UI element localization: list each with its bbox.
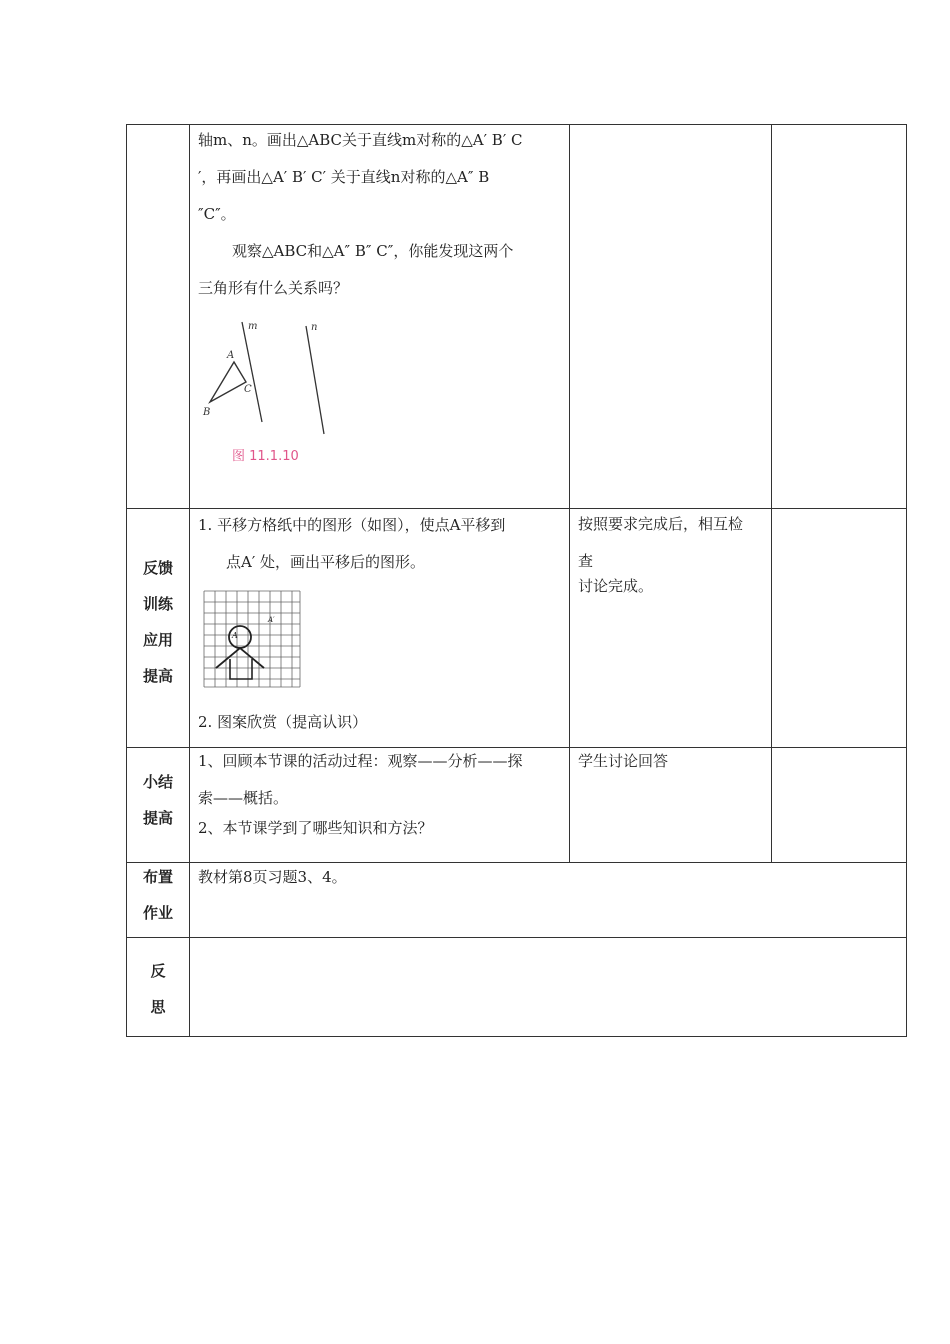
triangle-abc [210,362,246,402]
row3-student [578,743,768,780]
column-divider [771,124,772,863]
label-a: A [227,350,235,361]
row2-item2-text: 2. 图案欣赏（提高认识） [198,713,368,731]
row2-label-line: 反馈 [142,559,173,577]
grid-body [230,659,252,679]
figure-caption: 图 11.1.10 [232,449,299,464]
label-b: B [203,407,211,418]
reflection-figure [198,318,338,468]
row2-label [127,550,189,694]
row2-student [578,506,768,598]
row4-label [127,859,189,931]
row5-label-line: 反 [150,962,166,980]
label-n: n [311,322,318,333]
line-n [306,326,324,434]
homework-text: 教材第8页习题3、4。 [198,868,347,886]
row3-label-line: 小结 [142,773,173,791]
row5-label [127,953,189,1025]
row3-label [127,764,189,836]
row3-student-text: 学生讨论回答 [578,752,669,770]
row2-student-line-3: 讨论完成。 [578,577,654,595]
row2-label-line: 应用 [142,631,173,649]
row1-line-3: ″C″。 [198,205,236,223]
column-divider [569,124,570,863]
row4-label-line: 作业 [142,904,173,922]
row1-line-4: 观察△ABC和△A″ B″ C″，你能发现这两个 [232,242,514,260]
row2-label-line: 训练 [142,595,173,613]
grid-label-a-prime: A′ [268,616,275,624]
row-divider [126,937,907,938]
row2-item2 [198,704,566,741]
grid-figure [202,589,302,689]
row2-item1-line-2: 点A′ 处，画出平移后的图形。 [226,553,426,571]
label-m: m [248,321,258,332]
row2-student-line-1: 按照要求完成后，相互检 [578,515,744,533]
row4-label-line: 布置 [142,868,173,886]
row1-line-5: 三角形有什么关系吗？ [198,279,349,297]
row2-item1-line-1: 1. 平移方格纸中的图形（如图），使点A平移到 [198,516,506,534]
row2-student-line-2: 查 [578,552,594,570]
row5-label-line: 思 [150,998,166,1016]
row4-content [198,859,888,896]
grid-label-a: A [232,631,238,640]
row1-line-2: ′，再画出△A′ B′ C′ 关于直线n对称的△A″ B [198,168,490,186]
row1-content [198,122,566,307]
row3-line-3: 2、本节课学到了哪些知识和方法？ [198,819,433,837]
row2-label-line: 提高 [142,667,173,685]
row3-line-2: 索——概括。 [198,789,289,807]
row3-label-line: 提高 [142,809,173,827]
row3-line-1: 1、回顾本节课的活动过程：观察——分析——探 [198,752,523,770]
row2-content [198,507,566,581]
column-divider [189,124,190,1037]
label-c: C [244,384,252,395]
row3-content [198,743,566,843]
grid-roof [216,648,264,668]
row1-line-1: 轴m、n。画出△ABC关于直线m对称的△A′ B′ C [198,131,523,149]
line-m [242,322,262,422]
